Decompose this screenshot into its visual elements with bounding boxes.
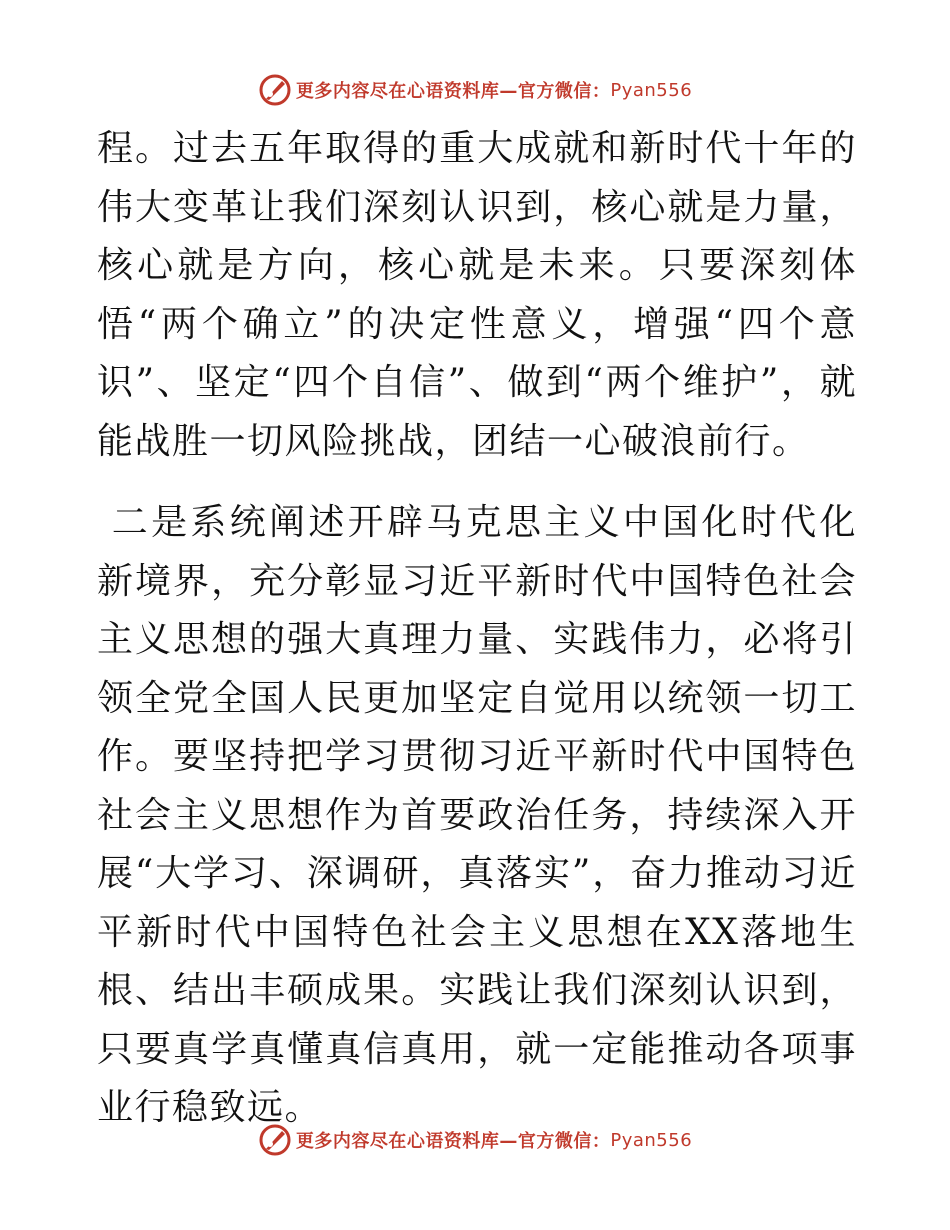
document-body [97, 120, 857, 1138]
paragraph-1: 程。过去五年取得的重大成就和新时代十年的伟大变革让我们深刻认识到，核心就是力量，核心就是方向，核心就是未来。只要深刻体悟“两个确立”的决定性意义，增强“四个意识”、坚定“四个自信”、做到“两个维护”，就能战胜一切风险挑战，团结一心破浪前行。 [97, 128, 857, 462]
watermark-text: 更多内容尽在心语资料库—官方微信： [295, 1131, 611, 1152]
paragraph-2: 二是系统阐述开辟马克思主义中国化时代化新境界，充分彰显习近平新时代中国特色社会主义思想的强大真理力量、实践伟力，必将引领全党全国人民更加坚定自觉用以统领一切工作。要坚持把学习贯彻习近平新时代中国特色社会主义思想作为首要政治任务，持续深入开展“大学习、深调研，真落实”，奋力推动习近平新时代中国特色社会主义思想在XX落地生根、结出丰硕成果。实践让我们深刻认识到，只要真学真懂真信真用，就一定能推动各项事业行稳致远。 [97, 502, 857, 1128]
watermark-account: Pyan556 [610, 79, 693, 101]
watermark-account: Pyan556 [610, 1129, 693, 1151]
quill-logo-icon [258, 73, 292, 107]
header-watermark [0, 72, 950, 108]
quill-logo-icon [258, 1123, 292, 1157]
footer-watermark [0, 1122, 950, 1158]
watermark-text: 更多内容尽在心语资料库—官方微信： [295, 81, 611, 102]
